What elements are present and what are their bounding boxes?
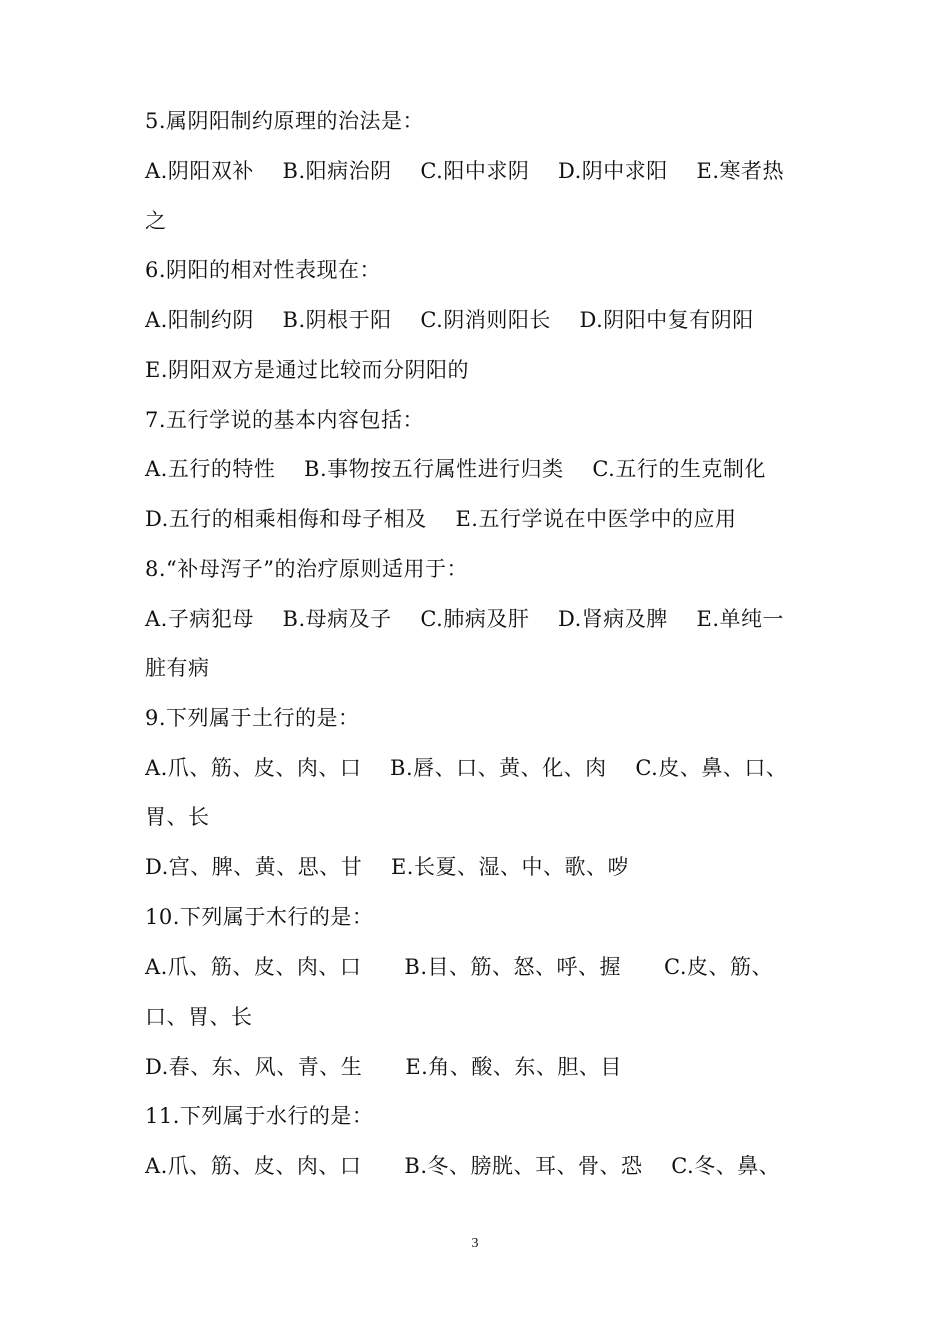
question-7-options: A.五行的特性 B.事物按五行属性进行归类 C.五行的生克制化 (145, 457, 766, 481)
question-9-options-cont: 胃、长 (145, 805, 210, 829)
question-11-stem: 11.下列属于水行的是： (145, 1104, 374, 1128)
page-number: 3 (471, 1236, 479, 1251)
question-8-options-cont: 脏有病 (145, 656, 210, 680)
question-9-stem: 9.下列属于土行的是： (145, 706, 360, 730)
question-5-options-cont: 之 (145, 209, 167, 233)
question-11-options: A.爪、筋、皮、肉、口 B.冬、膀胱、耳、骨、恐 C.冬、鼻、 (145, 1154, 781, 1178)
question-9-options-de: D.宫、脾、黄、思、甘 E.长夏、湿、中、歌、哕 (145, 855, 629, 879)
question-9-options: A.爪、筋、皮、肉、口 B.唇、口、黄、化、肉 C.皮、鼻、口、 (145, 756, 788, 780)
question-5-stem: 5.属阴阳制约原理的治法是： (145, 109, 425, 133)
question-10-options-cont: 口、胃、长 (145, 1005, 253, 1029)
question-10-options: A.爪、筋、皮、肉、口 B.目、筋、怒、呼、握 C.皮、筋、 (145, 955, 774, 979)
question-6-options-cont: E.阴阳双方是通过比较而分阴阳的 (145, 358, 470, 382)
question-5-options: A.阴阳双补 B.阳病治阴 C.阳中求阴 D.阴中求阳 E.寒者热 (145, 159, 785, 183)
question-7-options-cont: D.五行的相乘相侮和母子相及 E.五行学说在中医学中的应用 (145, 507, 737, 531)
question-10-stem: 10.下列属于木行的是： (145, 905, 374, 929)
question-6-stem: 6.阴阳的相对性表现在： (145, 258, 382, 282)
question-7-stem: 7.五行学说的基本内容包括： (145, 408, 425, 432)
question-10-options-de: D.春、东、风、青、生 E.角、酸、东、胆、目 (145, 1055, 622, 1079)
question-6-options: A.阳制约阴 B.阴根于阳 C.阴消则阳长 D.阴阳中复有阴阳 (145, 308, 754, 332)
question-8-options: A.子病犯母 B.母病及子 C.肺病及肝 D.肾病及脾 E.单纯一 (145, 607, 785, 631)
question-8-stem: 8.“补母泻子”的治疗原则适用于： (145, 557, 469, 581)
